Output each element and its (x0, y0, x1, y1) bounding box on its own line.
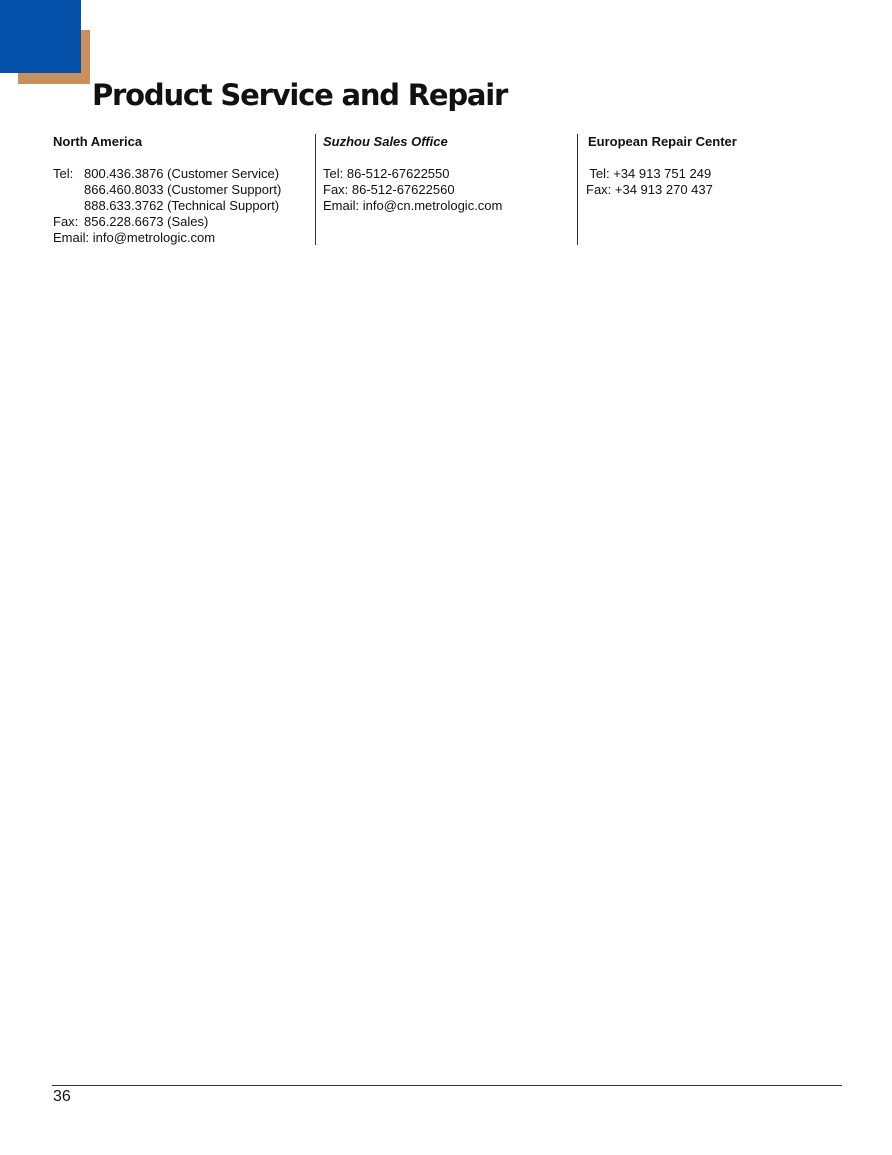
email-address: Email: info@metrologic.com (53, 230, 216, 245)
fax-row: Fax: 86-512-67622560 (323, 182, 455, 197)
email-row (53, 230, 308, 246)
email-row: Email: info@cn.metrologic.com (323, 198, 503, 213)
tel-row (53, 198, 308, 214)
decorative-blue-square (0, 0, 81, 73)
fax-row: Fax: +34 913 270 437 (586, 182, 713, 197)
column-divider (315, 134, 316, 245)
europe-title: European Repair Center (588, 134, 737, 149)
fax-row (53, 214, 308, 230)
tel-row (53, 182, 308, 198)
phone-technical-support: 888.633.3762 (Technical Support) (84, 198, 280, 213)
phone-customer-service: 800.436.3876 (Customer Service) (84, 166, 280, 181)
footer-rule (52, 1085, 842, 1086)
suzhou-contact (323, 134, 573, 214)
page-title: Product Service and Repair (92, 78, 508, 112)
north-america-title: North America (53, 134, 143, 149)
column-divider (577, 134, 578, 245)
tel-row: Tel: 86-512-67622550 (323, 166, 450, 181)
fax-label: Fax: (53, 214, 79, 229)
tel-row: Tel: +34 913 751 249 (586, 166, 712, 181)
phone-customer-support: 866.460.8033 (Customer Support) (84, 182, 282, 197)
suzhou-title: Suzhou Sales Office (323, 134, 448, 149)
page-number: 36 (53, 1088, 71, 1105)
tel-label: Tel: (53, 166, 74, 181)
tel-row (53, 166, 308, 182)
fax-number: 856.228.6673 (Sales) (84, 214, 209, 229)
europe-contact (586, 134, 836, 198)
north-america-contact (53, 134, 308, 246)
